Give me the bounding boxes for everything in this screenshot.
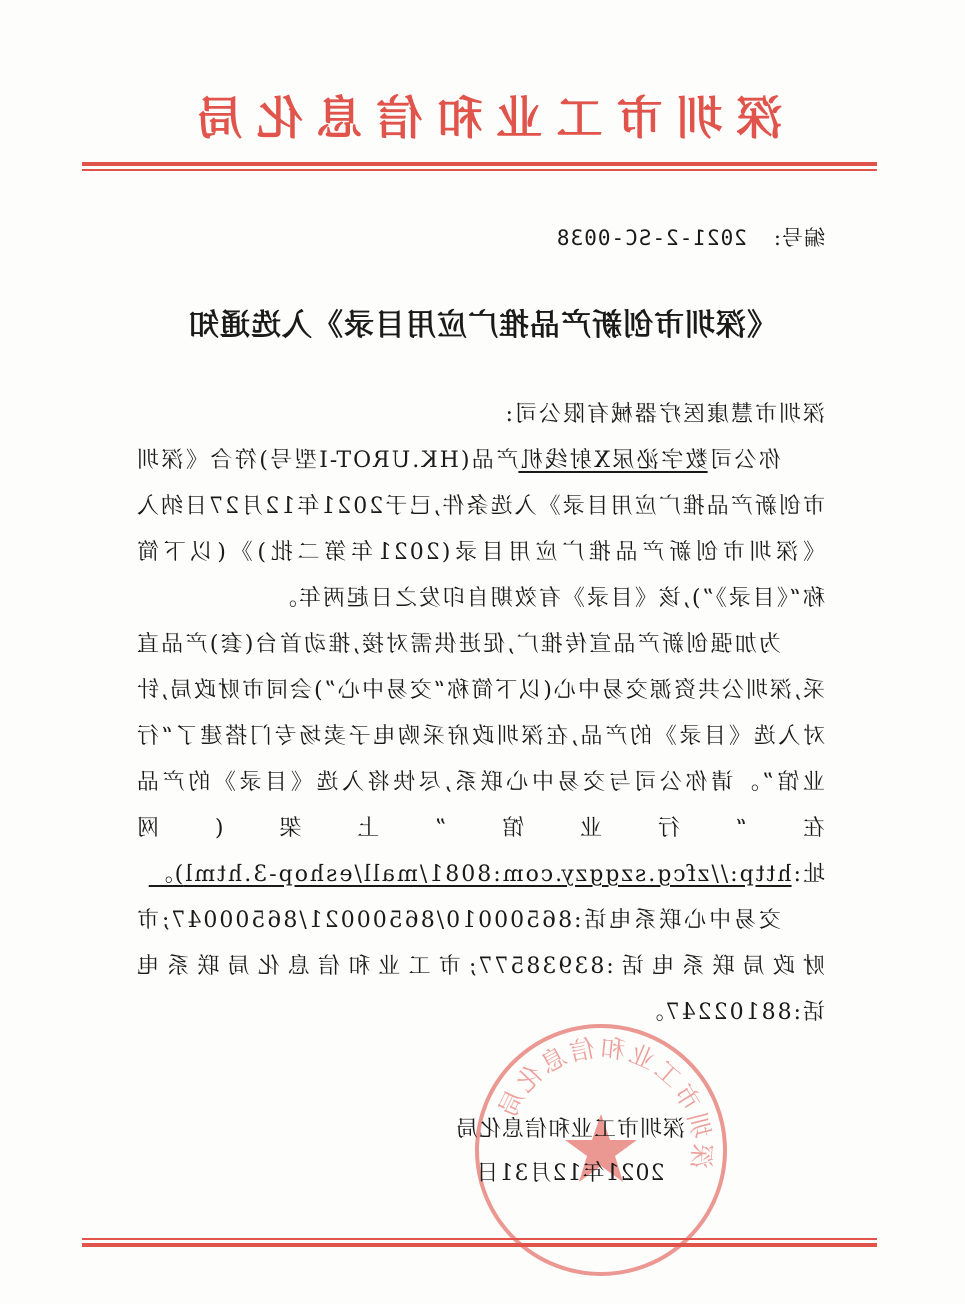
- paragraph-2-text: 为加强创新产品宣传推广,促进供需对接,推动首台(套)产品直采,深圳公共资源交易中心(以下简称“交易中心”)会同市财政局,针对入选《目录》的产品,在深圳政府采购电子卖场专门搭建了“行业馆”。请你公司与交易中心联系,尽快将入选《目录》的产品在“行业馆”上架(网址:: [135, 632, 825, 887]
- seal-text: 深圳市工业和信息化局: [491, 1033, 717, 1170]
- paragraph-2: [135, 622, 825, 898]
- mall-url-suffix: )。: [148, 862, 184, 887]
- document-number-value: 2021-2-SC-0038: [555, 226, 747, 250]
- signature-date: 2021年12月31日: [475, 1161, 665, 1186]
- letterhead-rule-thick: [82, 162, 877, 166]
- footer-rule-thick: [82, 1243, 877, 1247]
- mall-url: http://zfcg.szggzy.com:8081/mall/eshop-3.html: [183, 862, 792, 887]
- recipient: 深圳市慧康医疗器械有限公司:: [503, 402, 825, 427]
- product-name: 数字泌尿X射线机: [518, 448, 708, 473]
- paragraph-3: 交易中心联系电话:86500010/86500021/86500047;市财政局联系电话:83938577;市工业和信息化局联系电话:88102247。: [135, 908, 825, 1025]
- letterhead-title: 深圳市工业和信息化局: [182, 91, 783, 145]
- notice-title: 《深圳市创新产品推广应用目录》入选通知: [188, 308, 777, 343]
- paragraph-1-rest: 产品(HK.UROT-I型号)符合《深圳市创新产品推广应用目录》入选条件,已于2021年12月27日纳入《深圳市创新产品推广应用目录(2021年第二批)》(以下简称“《目录》”),该《目录》有效期自印发之日起两年。: [135, 448, 825, 611]
- paragraph-1: [135, 438, 825, 622]
- letterhead-rule-thin: [82, 169, 877, 171]
- footer-rule-thin: [82, 1238, 877, 1240]
- document-number-label: 编号:: [772, 226, 825, 250]
- signature-org: 深圳市工业和信息化局: [454, 1117, 685, 1142]
- letter-body: [135, 392, 825, 1036]
- paragraph-1-lead: 你公司: [707, 448, 781, 473]
- signature-block: [455, 1108, 685, 1196]
- document-number: [556, 222, 825, 252]
